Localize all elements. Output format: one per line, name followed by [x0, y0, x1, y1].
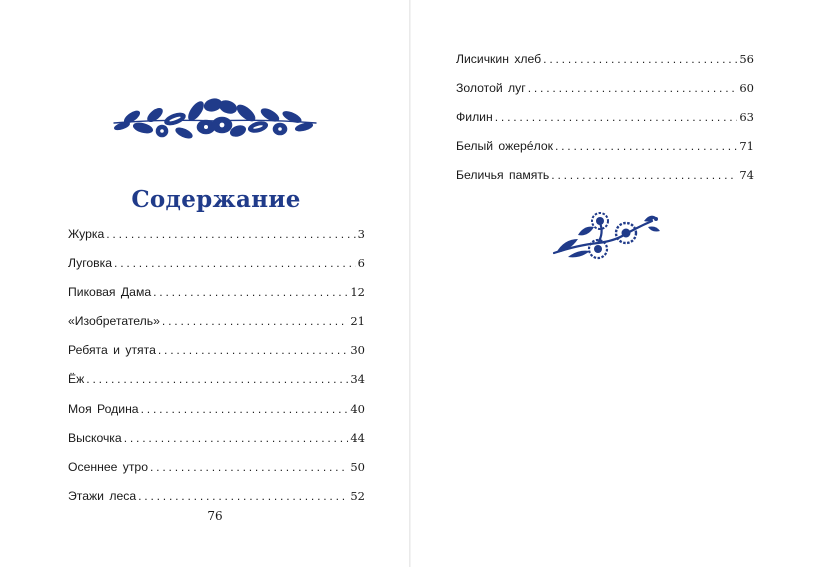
- cornflower-sprig-icon: [548, 209, 664, 263]
- toc-item[interactable]: [456, 107, 754, 136]
- toc-item-page: 44: [350, 430, 365, 445]
- toc-item-title: Пиковая Дама: [68, 285, 152, 300]
- toc-list-left: [68, 224, 365, 515]
- toc-item-title: Этажи леса: [68, 488, 137, 503]
- toc-leader-dots: [551, 165, 737, 185]
- toc-item-page: 52: [350, 488, 365, 503]
- toc-item-page: 6: [357, 256, 365, 271]
- toc-item-page: 21: [350, 314, 365, 329]
- toc-item-page: 34: [350, 372, 365, 387]
- toc-item-page: 30: [350, 343, 365, 358]
- toc-item[interactable]: [68, 399, 365, 428]
- toc-item-title: Осеннее утро: [68, 459, 148, 474]
- oak-leaf-ornament-icon: [110, 93, 320, 147]
- toc-item-title: Ребята и утята: [68, 343, 156, 358]
- toc-item[interactable]: [456, 78, 754, 107]
- toc-leader-dots: [555, 136, 737, 156]
- toc-item[interactable]: [68, 224, 365, 253]
- toc-leader-dots: [106, 224, 355, 244]
- toc-item-title: Выскочка: [68, 430, 122, 445]
- toc-leader-dots: [543, 49, 737, 69]
- toc-item-page: 12: [350, 285, 365, 300]
- toc-item-title: Филин: [456, 110, 493, 125]
- toc-item-title: Ёж: [68, 372, 85, 387]
- toc-leader-dots: [162, 311, 348, 331]
- page-title: Содержание: [131, 186, 301, 213]
- toc-item-title: Лисичкин хлеб: [456, 52, 542, 66]
- toc-leader-dots: [141, 399, 349, 419]
- toc-leader-dots: [495, 107, 738, 127]
- page-number: 76: [207, 509, 223, 523]
- toc-item[interactable]: [456, 136, 754, 165]
- toc-item-title: Моя Родина: [68, 401, 139, 416]
- toc-leader-dots: [150, 457, 348, 477]
- toc-leader-dots: [124, 428, 349, 448]
- toc-list-right: [456, 49, 754, 194]
- toc-leader-dots: [114, 253, 356, 273]
- toc-item-page: 40: [350, 401, 365, 416]
- toc-item[interactable]: [68, 340, 365, 369]
- toc-item[interactable]: [68, 369, 365, 398]
- toc-leader-dots: [158, 340, 349, 360]
- toc-item-page: 74: [739, 168, 754, 183]
- toc-item[interactable]: [68, 428, 365, 457]
- toc-item-title: Беличья память: [456, 168, 550, 183]
- toc-item-page: 3: [357, 227, 365, 241]
- toc-item-title: Белый ожерéлок: [456, 139, 553, 154]
- toc-item-page: 56: [739, 52, 754, 66]
- toc-item[interactable]: [456, 49, 754, 78]
- toc-leader-dots: [86, 369, 348, 389]
- toc-leader-dots: [138, 486, 348, 506]
- toc-item-title: Журка: [68, 227, 105, 241]
- toc-item-title: Луговка: [68, 256, 113, 271]
- toc-item-page: 60: [739, 81, 754, 96]
- toc-leader-dots: [153, 282, 348, 302]
- toc-item[interactable]: [68, 457, 365, 486]
- toc-leader-dots: [528, 78, 738, 98]
- toc-item-page: 50: [350, 459, 365, 474]
- toc-item-page: 63: [739, 110, 754, 125]
- toc-item[interactable]: [68, 253, 365, 282]
- toc-item-title: «Изобретатель»: [68, 314, 160, 329]
- toc-item[interactable]: [456, 165, 754, 194]
- toc-item-page: 71: [739, 139, 754, 154]
- toc-item[interactable]: [68, 282, 365, 311]
- toc-item-title: Золотой луг: [456, 81, 526, 96]
- toc-item[interactable]: [68, 311, 365, 340]
